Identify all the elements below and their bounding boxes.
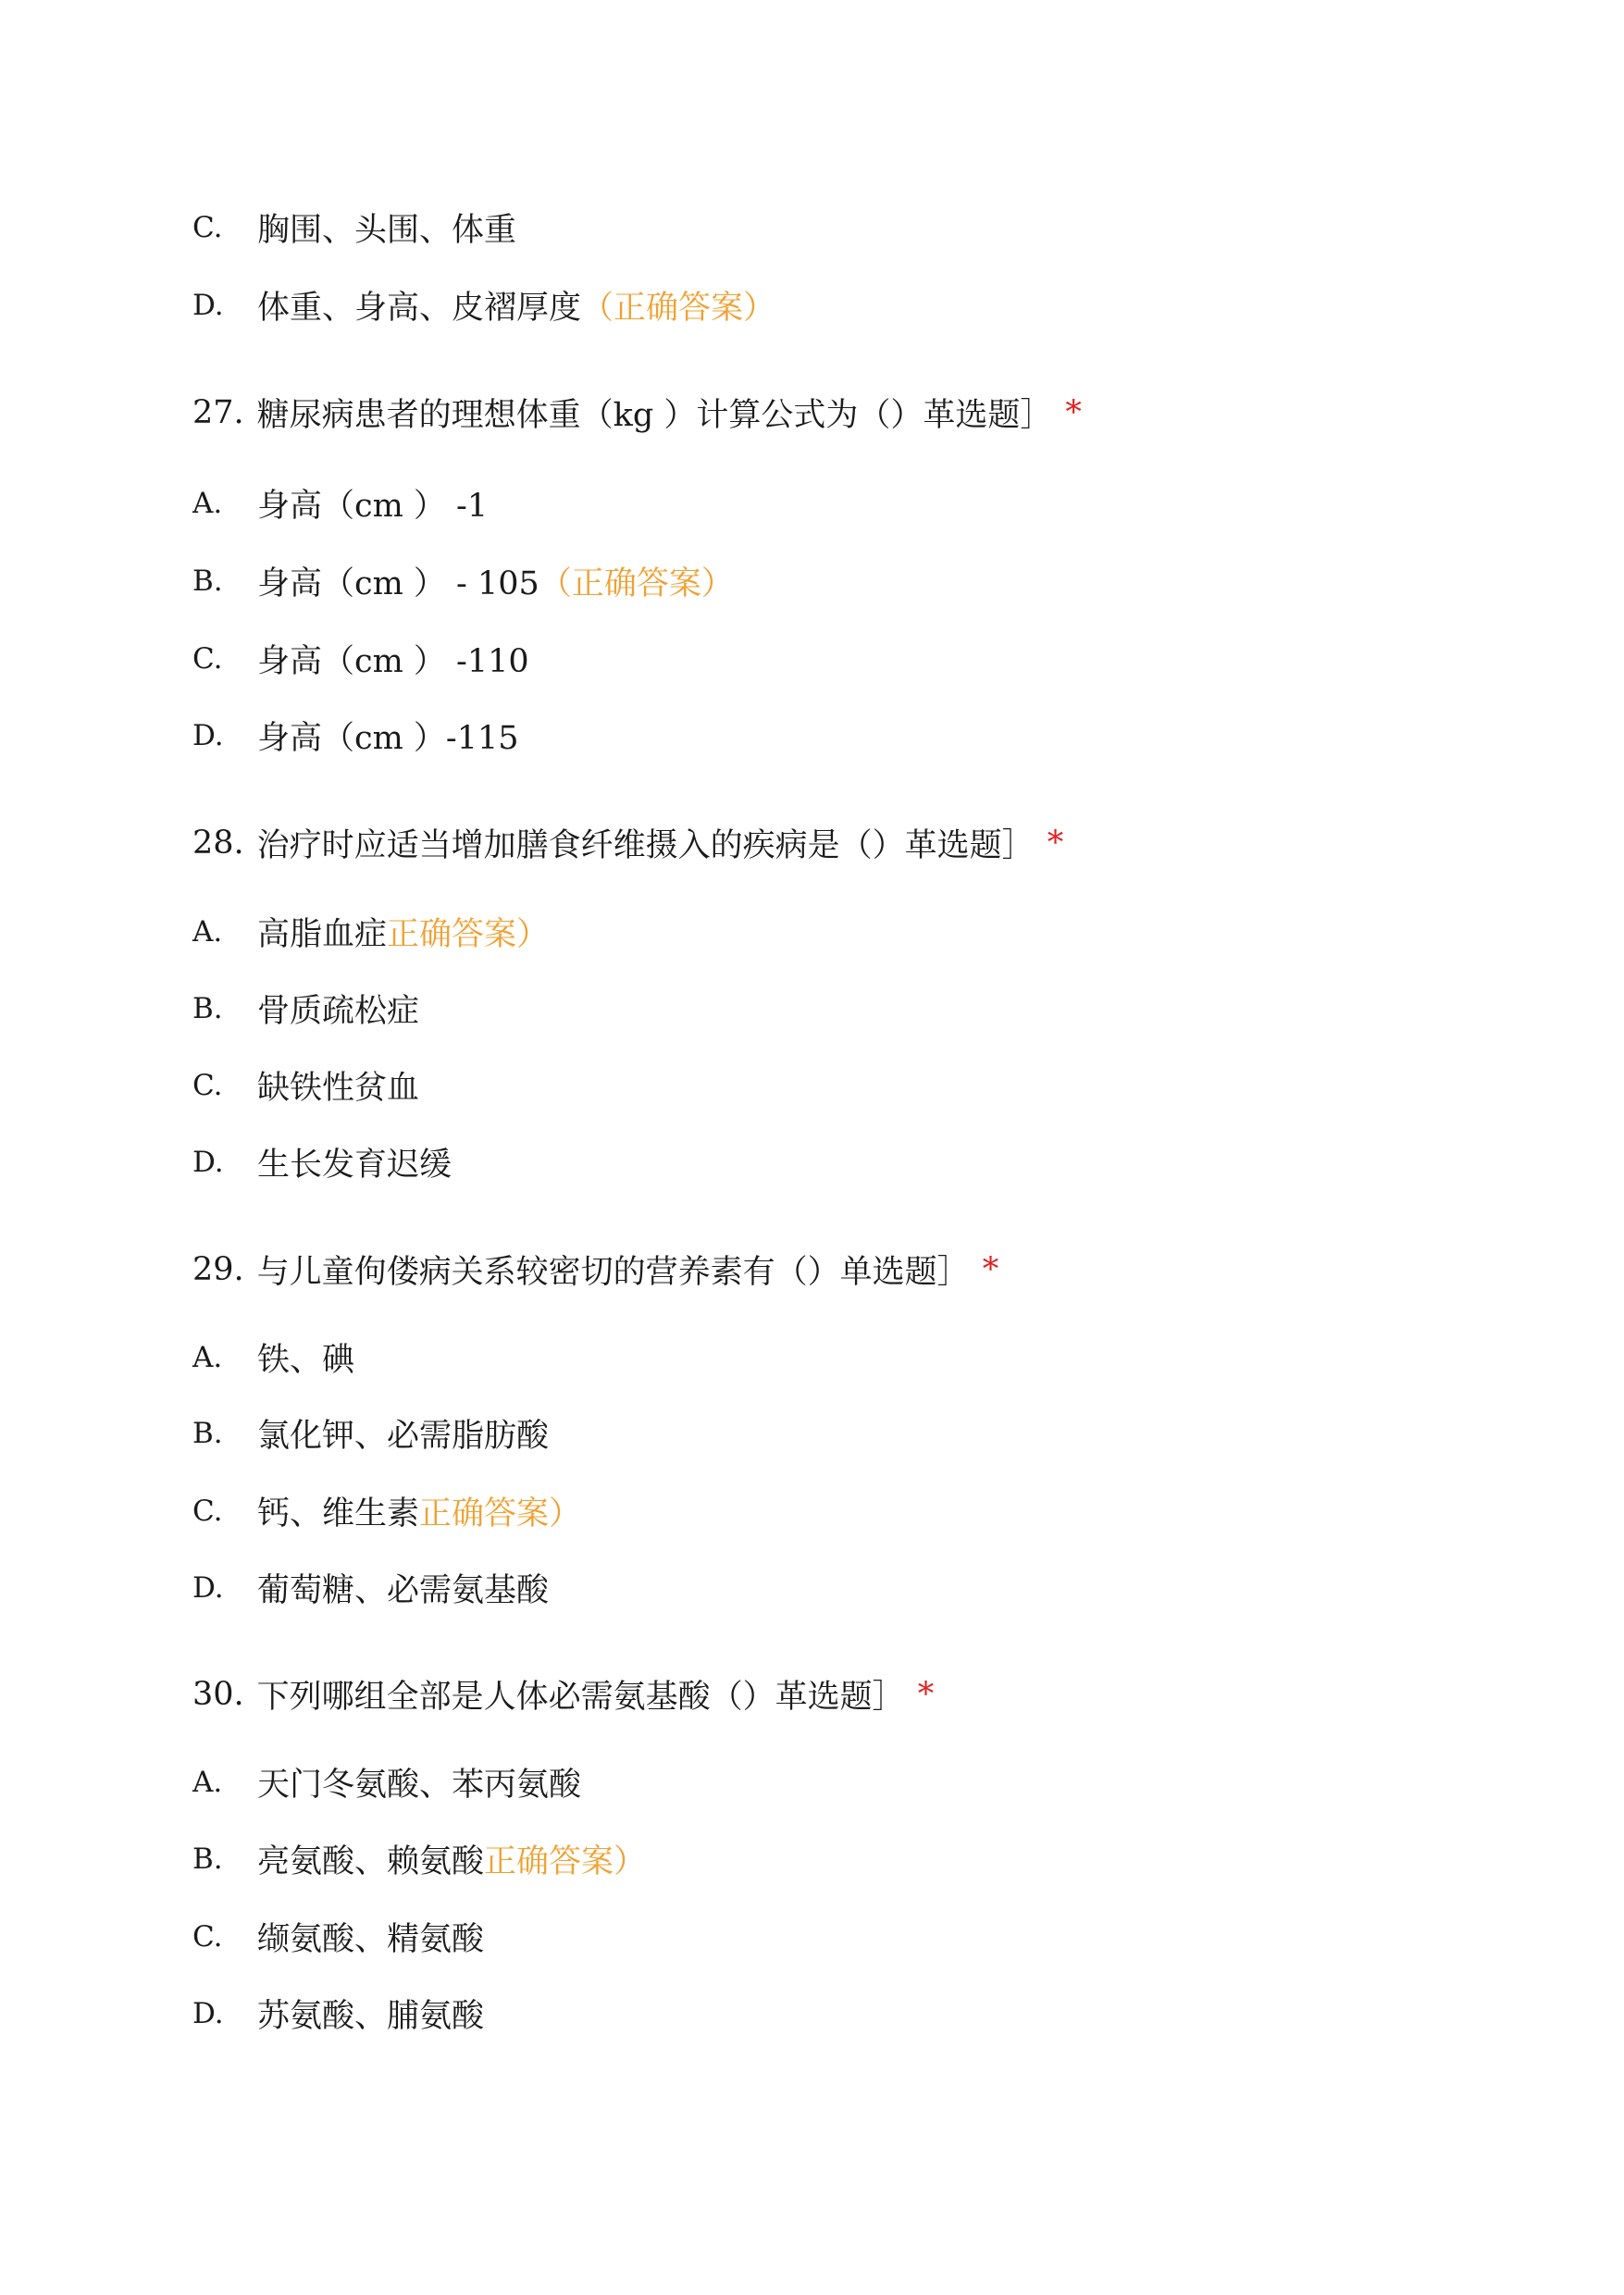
option-line	[192, 1756, 581, 1808]
option-text: 葡萄糖、必需氨基酸	[257, 1572, 550, 1609]
option-letter: B.	[192, 1842, 223, 1876]
option-letter: D.	[192, 289, 224, 322]
correct-answer-tag: （正确答案）	[539, 565, 734, 602]
correct-answer-tag: 正确答案）	[387, 916, 550, 953]
option-text: 高脂血症	[257, 916, 388, 953]
option-line	[192, 1332, 354, 1383]
correct-answer-tag: 正确答案）	[419, 1495, 582, 1532]
question-line	[192, 1244, 998, 1296]
option-line	[192, 906, 549, 958]
option-line	[192, 555, 734, 607]
question-line	[192, 387, 1082, 439]
option-line	[192, 279, 775, 331]
option-line	[192, 202, 516, 254]
option-text: 钙、维生素	[257, 1495, 420, 1532]
option-text: 天门冬氨酸、苯丙氨酸	[257, 1767, 582, 1804]
option-text: 铁、碘	[257, 1342, 355, 1379]
option-text: 氯化钾、必需脂肪酸	[257, 1418, 550, 1455]
option-letter: C.	[192, 642, 223, 676]
option-line	[192, 1136, 452, 1188]
required-star: *	[982, 1251, 999, 1288]
required-star: *	[1065, 394, 1082, 431]
question-number: 28.	[192, 825, 244, 862]
option-letter: B.	[192, 1417, 223, 1450]
question-text: 糖尿病患者的理想体重（kg ）计算公式为（）革选题］	[256, 397, 1053, 434]
option-text: 身高（cm ）-115	[257, 720, 519, 757]
option-line	[192, 1988, 484, 2040]
correct-answer-tag: 正确答案）	[484, 1843, 647, 1880]
option-text: 缺铁性贫血	[257, 1070, 420, 1107]
question-number: 27.	[192, 394, 244, 431]
option-letter: D.	[192, 719, 224, 752]
question-text: 下列哪组全部是人体必需氨基酸（）革选题］	[256, 1679, 905, 1716]
option-line	[192, 983, 419, 1035]
option-line	[192, 633, 529, 685]
question-text: 与儿童佝偻病关系较密切的营养素有（）单选题］	[256, 1254, 970, 1291]
option-letter: C.	[192, 1495, 223, 1528]
option-line	[192, 1562, 549, 1614]
option-letter: A.	[192, 487, 223, 520]
option-text: 骨质疏松症	[257, 993, 420, 1030]
option-text: 生长发育迟缓	[257, 1147, 452, 1184]
option-letter: C.	[192, 1920, 223, 1954]
question-line	[192, 1669, 934, 1720]
option-line	[192, 1485, 581, 1537]
option-letter: D.	[192, 1571, 224, 1605]
option-letter: A.	[192, 1341, 223, 1374]
option-letter: B.	[192, 992, 223, 1025]
question-number: 30.	[192, 1676, 244, 1713]
option-letter: D.	[192, 1997, 224, 2030]
option-letter: B.	[192, 564, 223, 598]
required-star: *	[917, 1676, 935, 1713]
option-letter: C.	[192, 1069, 223, 1102]
question-number: 29.	[192, 1251, 244, 1288]
question-text: 治疗时应适当增加膳食纤维摄入的疾病是（）革选题］	[256, 827, 1035, 864]
option-text: 身高（cm ） -110	[257, 643, 529, 680]
option-line	[192, 1911, 484, 1963]
option-line	[192, 1833, 646, 1885]
question-line	[192, 817, 1063, 869]
option-text: 缬氨酸、精氨酸	[257, 1921, 485, 1958]
option-text: 亮氨酸、赖氨酸	[257, 1843, 485, 1880]
option-line	[192, 710, 519, 762]
option-letter: C.	[192, 211, 223, 244]
option-text: 体重、身高、皮褶厚度	[257, 290, 582, 327]
required-star: *	[1047, 825, 1064, 862]
option-text: 身高（cm ） -1	[257, 488, 489, 525]
option-letter: A.	[192, 1766, 223, 1799]
option-letter: D.	[192, 1146, 224, 1179]
option-line	[192, 1060, 419, 1111]
option-text: 身高（cm ） - 105	[257, 565, 539, 602]
option-letter: A.	[192, 915, 223, 949]
option-line	[192, 1408, 549, 1459]
correct-answer-tag: （正确答案）	[581, 290, 776, 327]
option-text: 胸围、头围、体重	[257, 212, 517, 249]
option-line	[192, 478, 488, 529]
option-text: 苏氨酸、脯氨酸	[257, 1998, 485, 2035]
